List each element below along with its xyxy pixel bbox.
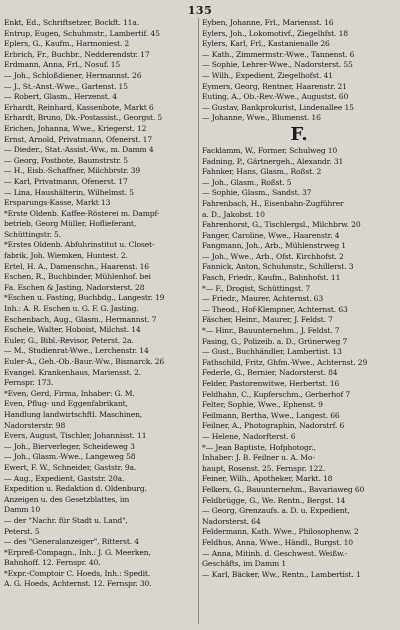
directory-entry: — Dieder., Stat.-Assist.-Ww., m. Damm 4 <box>4 145 154 155</box>
directory-entry: Fadning, P., Gärtnergeh., Alexandr. 31 <box>202 156 344 166</box>
directory-entry: — Lina, Haushälterin, Wilhelmst. 5 <box>4 187 134 197</box>
directory-entry: A. G. Hoeds, Achternst. 12. Fernspr. 30. <box>4 579 152 589</box>
directory-entry: — Sophie, Lehrer-Wwe., Nadorsterst. 55 <box>202 60 353 70</box>
directory-entry: Inhaber: J. B. Feilner u. A. Mo- <box>202 453 315 463</box>
left-column <box>4 18 194 590</box>
directory-entry: *— Jean Baptiste, Hofphotogr., <box>202 442 316 452</box>
directory-entry: Feldhahn, C., Kupferschm., Gerberhof 7 <box>202 389 351 399</box>
directory-entry: Ersparungs-Kasse, Markt 13 <box>4 198 111 208</box>
directory-entry: — Joh., Bierverleger, Scheideweg 3 <box>4 441 135 451</box>
directory-entry: Inh.: A. R. Eschen u. G. F. G. Jasting. <box>4 304 139 314</box>
directory-entry: Enkt, Ed., Schriftsetzer, Bockft. 11a. <box>4 18 139 27</box>
directory-entry: — Georg, Postbote, Baumstrstr. 5 <box>4 155 128 165</box>
directory-entry: Erhardt, Bruno, Dk.-Postassist., Georgst. 5 <box>4 113 163 123</box>
directory-entry: — des "Generalanzeiger", Ritterst. 4 <box>4 537 139 547</box>
directory-entry: — Joh., Wwe., Arb., Ofst. Kirchhofst. 2 <box>202 251 344 261</box>
directory-entry: Feilmann, Bertha, Wwe., Langest. 66 <box>202 410 340 420</box>
directory-entry: Anzeigen u. des Gesetzblattes, im <box>4 494 130 504</box>
directory-entry: — Gustav, Bankprokurist, Lindenallee 15 <box>202 102 354 112</box>
directory-entry: Feldhus, Anna, Wwe., Händl., Burgst. 10 <box>202 537 353 547</box>
directory-entry: — J., St.-Anst.-Wwe., Gartenst. 15 <box>4 81 128 91</box>
directory-entry: — Robert, Glasm., Herzenst. 4 <box>4 92 117 102</box>
directory-entry: Nadorsterstr. 98 <box>4 420 66 430</box>
directory-entry: Eylers, Karl, Frl., Kastanienalle 26 <box>202 39 330 49</box>
directory-entry: — Johanne, Wwe., Blumenst. 16 <box>202 113 321 123</box>
directory-entry: Erdmann, Anna, Frl., Nosuf. 15 <box>4 60 121 70</box>
directory-entry: Eplers, G., Kaufm., Harmoniest. 2 <box>4 39 130 49</box>
directory-entry: — Sophie, Glasm., Sandst. 37 <box>202 188 312 198</box>
directory-entry: haupt, Rosenst. 25. Fernspr. 122. <box>202 463 326 473</box>
directory-entry: — Aug., Expedient, Gaststr. 20a. <box>4 473 125 483</box>
directory-entry: Felder, Pastorenwitwe, Herbertst. 16 <box>202 379 340 388</box>
directory-entry: a. D., Jakobst. 10 <box>202 209 265 219</box>
directory-entry: Fanger, Caroline, Wwe., Haarenstr. 4 <box>202 230 340 240</box>
directory-entry: — Joh., Schloßdiener, Hermannst. 26 <box>4 70 142 80</box>
directory-entry: — Joh., Glasm., Roßst. 5 <box>202 177 292 187</box>
directory-entry: *Even, Gerd, Firma, Inhaber: G. M. <box>4 388 135 398</box>
directory-entry: Expedition u. Redaktion d. Oldenburg. <box>4 484 147 494</box>
directory-entry: — H., Eisb.-Schaffner, Milchbrstr. 39 <box>4 166 141 176</box>
directory-entry: Ernst, Arnold, Privatmann, Ofenerst. 17 <box>4 134 153 144</box>
directory-entry: Facklamm, W., Former, Schulweg 10 <box>202 145 338 155</box>
directory-entry: *Expr.-Comptoir C. Hoeds, Inh.: Spedit. <box>4 568 151 578</box>
directory-entry: Erichen, Johanna, Wwe., Kriegerst. 12 <box>4 123 147 133</box>
directory-entry: Evangel. Krankenhaus, Mariensst. 2. <box>4 367 142 377</box>
directory-entry: Fahrenhorst, G., Tischlergsl., Milchbrw. 20 <box>202 220 361 230</box>
right-column <box>202 18 396 580</box>
directory-entry: fabrik, Joh. Wiemken, Huntest. 2. <box>4 251 128 261</box>
directory-entry: Eyben, Johanne, Frl., Mariensst. 16 <box>202 18 334 27</box>
directory-entry: Fa. Eschen & Jasting, Nadorsterst. 28 <box>4 282 145 292</box>
directory-entry: Peterst. 5 <box>4 526 40 536</box>
directory-entry: — Wilh., Expedient, Ziegelhofst. 41 <box>202 70 333 80</box>
directory-entry: Fasing, G., Polizeib. a. D., Grünerweg 7 <box>202 336 348 346</box>
directory-entry: Eylers, Joh., Lokomotivf., Ziegelhfst. 18 <box>202 28 348 38</box>
directory-entry: Nadorsterst. 64 <box>202 516 261 526</box>
directory-entry: Feldbrügge, G., We. Rentn., Bergst. 14 <box>202 495 346 505</box>
directory-entry: *Erpreß-Compagn., Inh.: J. G. Meerken, <box>4 547 151 557</box>
directory-entry: — M., Studienrat-Wwe., Lerchenstr. 14 <box>4 346 149 356</box>
directory-entry: Fangmann, Joh., Arb., Mühlenstrweg 1 <box>202 241 346 251</box>
directory-entry: *Eschen u. Fasting, Buchbdg., Langestr. 19 <box>4 293 165 303</box>
column-divider <box>198 18 199 624</box>
directory-entry: Fannick, Anton, Schuhmstr., Schillerst. 3 <box>202 262 354 272</box>
directory-entry: — Kath., Zimmermstr.-Wwe., Tannenst. 6 <box>202 49 355 59</box>
directory-entry: Evers, August, Tischler, Johannisst. 11 <box>4 431 147 441</box>
directory-entry: Fahnker, Hans, Glasm., Roßst. 2 <box>202 167 322 177</box>
directory-entry: Feiner, Wilh., Apotheker, Markt. 18 <box>202 474 333 484</box>
directory-entry: Feilner, A., Photographin, Nadorstrf. 6 <box>202 421 345 431</box>
directory-entry: Bahnhoff. 12. Fernspr. 40. <box>4 558 101 568</box>
directory-entry: — Georg, Grenzaufs. a. D. u. Expedient, <box>202 506 350 516</box>
directory-entry: Eschele, Walter, Hoboist, Milchst. 14 <box>4 325 141 335</box>
section-letter: F. <box>290 123 308 145</box>
directory-entry: Even, Pflug- und Eggenfabrikant, <box>4 399 128 409</box>
directory-entry: Eschenbach, Aug., Glasm., Hermannst. 7 <box>4 314 157 324</box>
directory-entry: Euting, A., Ob.-Rev.-Wwe., Augustst. 60 <box>202 92 349 102</box>
directory-entry: Fernspr. 173. <box>4 378 54 388</box>
directory-entry: — Joh., Glasm.-Wwe., Langeweg 58 <box>4 452 136 462</box>
directory-entry: Erhardt, Reinhard, Kassenbote, Markt 6 <box>4 102 154 112</box>
directory-entry: Fahrenbach, H., Eisenbahn-Zugführer <box>202 198 344 208</box>
directory-entry: — Helene, Nadorfterst. 6 <box>202 431 296 441</box>
directory-entry: — Anna, Mitinh. d. Geschwest. Weißw.- <box>202 548 348 558</box>
directory-entry: Fathschild, Fritz, Ghfm.-Wwe., Achternst. 29 <box>202 357 368 367</box>
directory-entry: Euler-A., Geh.-Ob.-Baur.-Ww., Bismarck. 26 <box>4 357 165 366</box>
directory-entry: Felter, Sophie, Wwe., Ephenst. 9 <box>202 400 323 410</box>
directory-entry: Erbrich, Fr., Buchbr., Nedderendstr. 17 <box>4 49 150 59</box>
directory-entry: *Erste Oldenb. Kaffee-Rösterei m. Dampf- <box>4 208 160 218</box>
directory-entry: Eschen, R., Buchbinder, Mühlenhof. bei <box>4 272 151 282</box>
right-column-f-entries <box>202 146 396 580</box>
directory-entry: Entrup, Eugen, Schuhmstr., Lambertif. 45 <box>4 28 160 38</box>
directory-entry: Felkers, G., Bauunternehm., Bavariaweg 60 <box>202 484 365 494</box>
directory-entry: betrieb, Georg Müller, Hoflieferant, <box>4 219 137 229</box>
directory-entry: *Erstes Oldenb. Abfuhrinstitut u. Closet- <box>4 240 155 250</box>
directory-entry: Eymers, Georg, Rentner, Haarenstr. 21 <box>202 81 347 91</box>
directory-entry: — Karl, Bäcker, Ww., Rentn., Lambertist. 1 <box>202 569 361 579</box>
directory-entry: Ertel, H. A., Damenschn., Haarenst. 16 <box>4 261 149 271</box>
directory-entry: *— Hinr., Bauunternehm., J. Feldst. 7 <box>202 326 340 336</box>
directory-entry: Federle, G., Bernier, Nadorsterst. 84 <box>202 368 338 378</box>
page-number: 135 <box>187 4 213 17</box>
directory-entry: — der "Nachr. für Stadt u. Land", <box>4 515 128 525</box>
directory-entry: Damm 10 <box>4 505 41 515</box>
directory-entry: Geschäfts, im Damm 1 <box>202 559 287 569</box>
directory-entry: Feldermann, Kath. Wwe., Philosophenw. 2 <box>202 527 359 537</box>
directory-entry: Ewert, F. W., Schneider, Gaststr. 9a. <box>4 462 137 472</box>
right-column-e-entries <box>202 18 396 124</box>
directory-entry: Euler, G., Bibl.-Revisor, Peterst. 2a. <box>4 335 134 345</box>
directory-entry: — Gust., Buchhändler, Lambertist. 13 <box>202 347 342 357</box>
directory-entry: — Karl, Privatmann, Ofenerst. 17 <box>4 176 128 186</box>
directory-entry: Fasch, Friedr., Kaufm., Bahnhofst. 11 <box>202 273 341 283</box>
directory-entry: Schüttingstr. 5. <box>4 229 61 239</box>
directory-entry: *— F., Drogist, Schüttingst. 7 <box>202 283 311 293</box>
directory-entry: Fäscher, Heinr., Maurer, J. Feldst. 7 <box>202 315 333 325</box>
directory-entry: — Friedr., Maurer, Achternst. 63 <box>202 294 323 304</box>
directory-entry: — Theod., Hof-Klempner, Achternst. 63 <box>202 304 348 314</box>
directory-entry: Handlung landwirtschftl. Maschinen, <box>4 409 143 419</box>
